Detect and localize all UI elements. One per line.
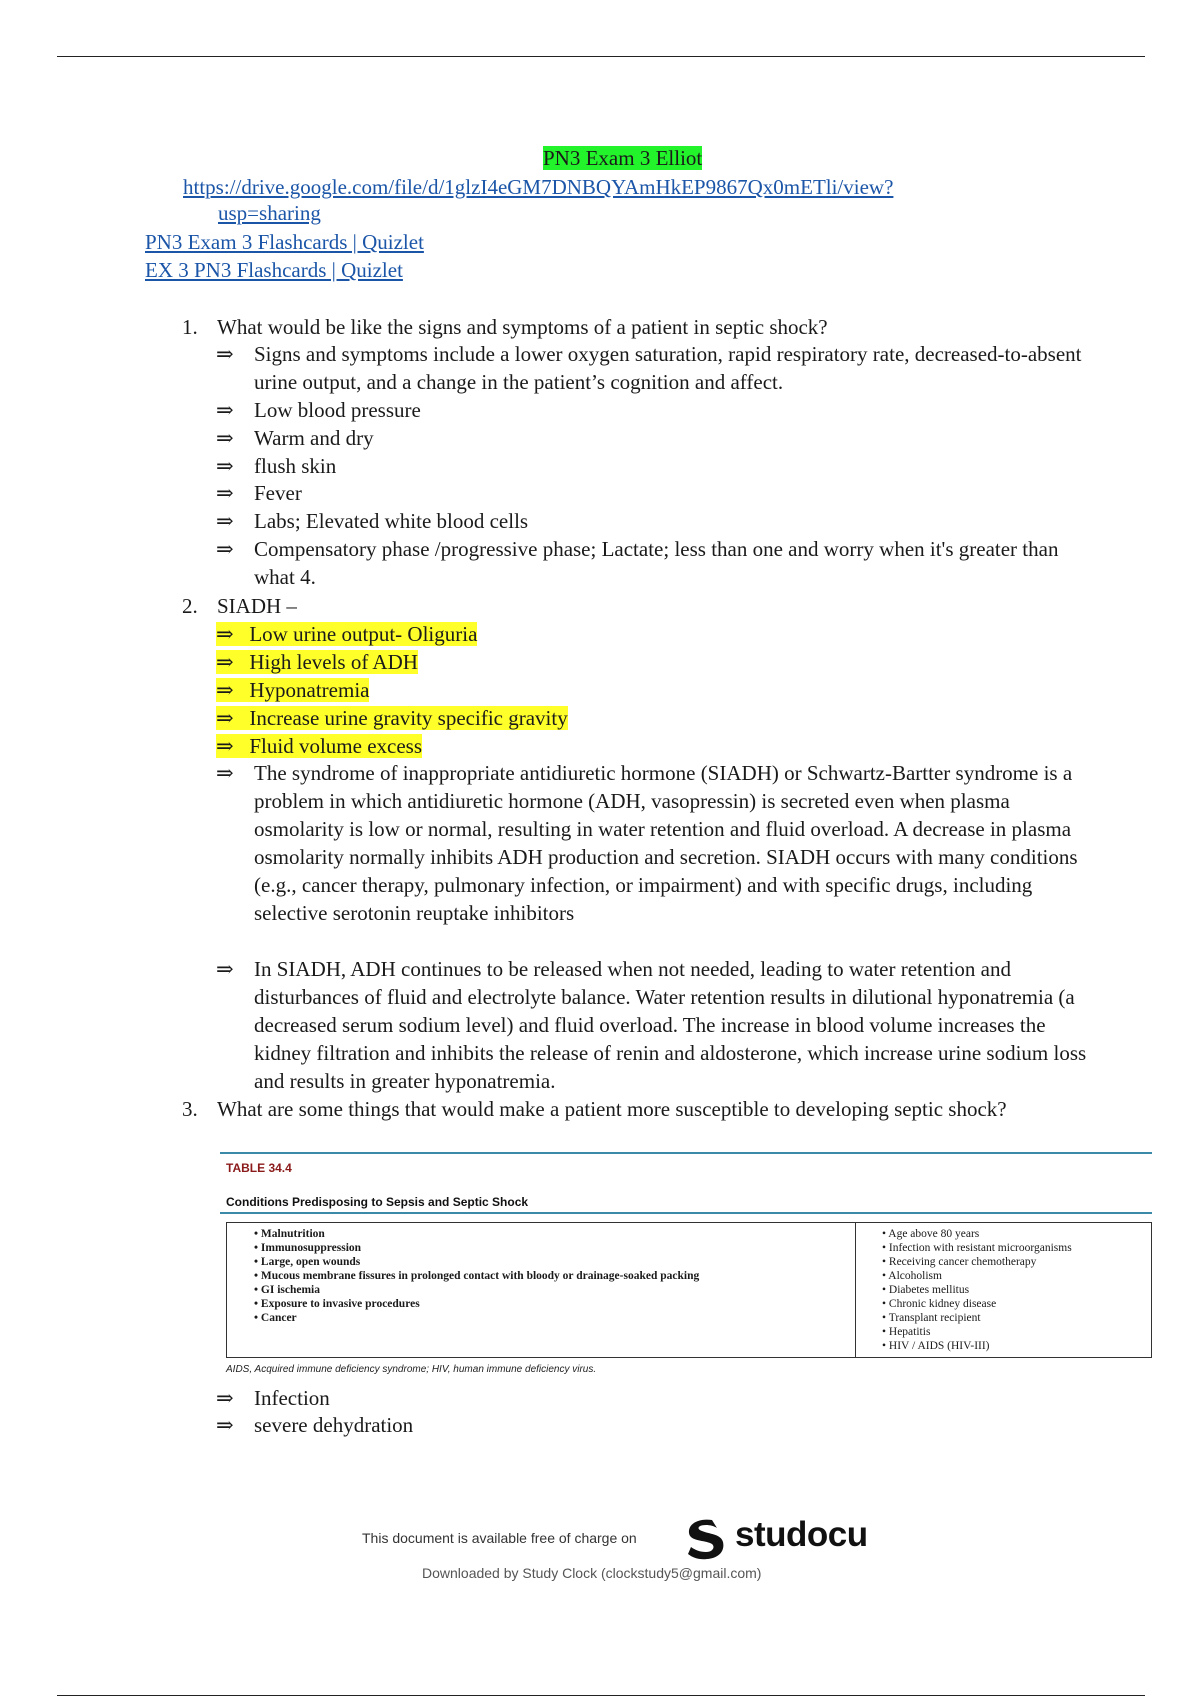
arrow-icon: ⇒ (216, 1413, 234, 1437)
table-item: • Hepatitis (882, 1326, 931, 1338)
table-item: • Mucous membrane fissures in prolonged contact with bloody or drainage-soaked packing (254, 1270, 700, 1282)
table-label: TABLE 34.4 (226, 1161, 292, 1175)
arrow-icon: ⇒ (216, 734, 234, 758)
table-item: • Cancer (254, 1312, 297, 1324)
arrow-icon: ⇒ (216, 706, 234, 730)
question-2-number: 2. (182, 594, 198, 618)
question-1-text: What would be like the signs and symptoms of a patient in septic shock? (217, 315, 828, 339)
q1-answer: ⇒ Low blood pressure (216, 398, 421, 422)
q2-highlighted-answer: ⇒ High levels of ADH (216, 650, 418, 674)
table-top-rule (220, 1152, 1152, 1154)
table-left-column (254, 1227, 699, 1325)
arrow-icon: ⇒ (216, 622, 234, 646)
table-title: Conditions Predisposing to Sepsis and Septic Shock (226, 1195, 529, 1209)
bottom-rule (57, 1695, 1145, 1696)
table-footnote: AIDS, Acquired immune deficiency syndrome; HIV, human immune deficiency virus. (226, 1364, 597, 1375)
q2-highlighted-answer: ⇒ Fluid volume excess (216, 734, 423, 758)
downloaded-by-text: Downloaded by Study Clock (clockstudy5@gmail.com) (422, 1565, 762, 1581)
table-right-column (882, 1227, 1072, 1353)
arrow-icon: ⇒ (216, 957, 234, 981)
q3-answer: ⇒ severe dehydration (216, 1413, 414, 1437)
table-column-divider (855, 1222, 856, 1358)
table-item: • Chronic kidney disease (882, 1298, 997, 1310)
q2-answer: ⇒ The syndrome of inappropriate antidiuretic hormone (SIADH) or Schwartz-Bartter syndrome is a problem in which antidiuretic hormone (ADH, vasopressin) is secreted even when plasma osmolarity is low or normal, resulting in water retention and fluid overload. A decrease in plasma osmolarity normally inhibits ADH production and secretion. SIADH occurs with many conditions (e.g., cancer therapy, pulmonary infection, or impairment) and with specific drugs, including selective serotonin reuptake inhibitors (216, 761, 1078, 925)
table-item: • Transplant recipient (882, 1312, 981, 1324)
arrow-icon: ⇒ (216, 537, 234, 561)
top-rule (57, 56, 1145, 57)
arrow-icon: ⇒ (216, 509, 234, 533)
question-3-number: 3. (182, 1097, 198, 1121)
drive-link-line1[interactable]: https://drive.google.com/file/d/1glzI4eGM7DNBQYAmHkEP9867Qx0mETli/view? (183, 175, 894, 199)
q2-highlighted-answer: ⇒ Hyponatremia (216, 678, 370, 702)
page-title: PN3 Exam 3 Elliot (543, 146, 703, 170)
q3-answer: ⇒ Infection (216, 1386, 330, 1410)
q1-answer: ⇒ flush skin (216, 454, 337, 478)
q1-answer: ⇒ Labs; Elevated white blood cells (216, 509, 529, 533)
table-item: • Age above 80 years (882, 1228, 980, 1240)
q1-answer: ⇒ Fever (216, 481, 302, 505)
table-title-rule (220, 1212, 1152, 1214)
table-item: • Infection with resistant microorganisms (882, 1242, 1072, 1254)
table-item: • Large, open wounds (254, 1256, 361, 1268)
table-item: • Alcoholism (882, 1270, 942, 1282)
question-2-text: SIADH – (217, 594, 297, 618)
arrow-icon: ⇒ (216, 342, 234, 366)
q1-answer: ⇒ Signs and symptoms include a lower oxygen saturation, rapid respiratory rate, decreased-to-absent urine output, and a change in the patient’s cognition and affect. (216, 342, 1082, 394)
arrow-icon: ⇒ (216, 398, 234, 422)
table-item: • Diabetes mellitus (882, 1284, 970, 1296)
q2-highlighted-answer: ⇒ Increase urine gravity specific gravity (216, 706, 568, 730)
quizlet-link-1[interactable]: PN3 Exam 3 Flashcards | Quizlet (145, 230, 424, 254)
arrow-icon: ⇒ (216, 481, 234, 505)
table-item: • HIV / AIDS (HIV-III) (882, 1340, 990, 1352)
quizlet-link-2[interactable]: EX 3 PN3 Flashcards | Quizlet (145, 258, 403, 282)
table-item: • Malnutrition (254, 1228, 325, 1240)
arrow-icon: ⇒ (216, 678, 234, 702)
question-1-number: 1. (182, 315, 198, 339)
arrow-icon: ⇒ (216, 1386, 234, 1410)
arrow-icon: ⇒ (216, 454, 234, 478)
drive-link-line2[interactable]: usp=sharing (218, 201, 321, 225)
arrow-icon: ⇒ (216, 761, 234, 785)
studocu-logo-icon[interactable] (680, 1514, 728, 1562)
table-item: • Receiving cancer chemotherapy (882, 1256, 1037, 1268)
studocu-brand[interactable]: studocu (735, 1515, 868, 1554)
table-item: • Exposure to invasive procedures (254, 1298, 420, 1310)
q1-answer: ⇒ Warm and dry (216, 426, 374, 450)
table-item: • GI ischemia (254, 1284, 320, 1296)
arrow-icon: ⇒ (216, 650, 234, 674)
footer-available-text: This document is available free of charge on (362, 1530, 637, 1546)
q1-answer: ⇒ Compensatory phase /progressive phase; Lactate; less than one and worry when it's greater than what 4. (216, 537, 1059, 589)
q2-highlighted-answer: ⇒ Low urine output- Oliguria (216, 622, 478, 646)
arrow-icon: ⇒ (216, 426, 234, 450)
q2-answer: ⇒ In SIADH, ADH continues to be released when not needed, leading to water retention and disturbances of fluid and electrolyte balance. Water retention results in dilutional hyponatremia (a decreased serum sodium level) and fluid overload. The increase in blood volume increases the kidney filtration and inhibits the release of renin and aldosterone, which increase urine sodium loss and results in greater hyponatremia. (216, 957, 1087, 1093)
table-item: • Immunosuppression (254, 1242, 362, 1254)
question-3-text: What are some things that would make a patient more susceptible to developing septic shock? (217, 1097, 1007, 1121)
